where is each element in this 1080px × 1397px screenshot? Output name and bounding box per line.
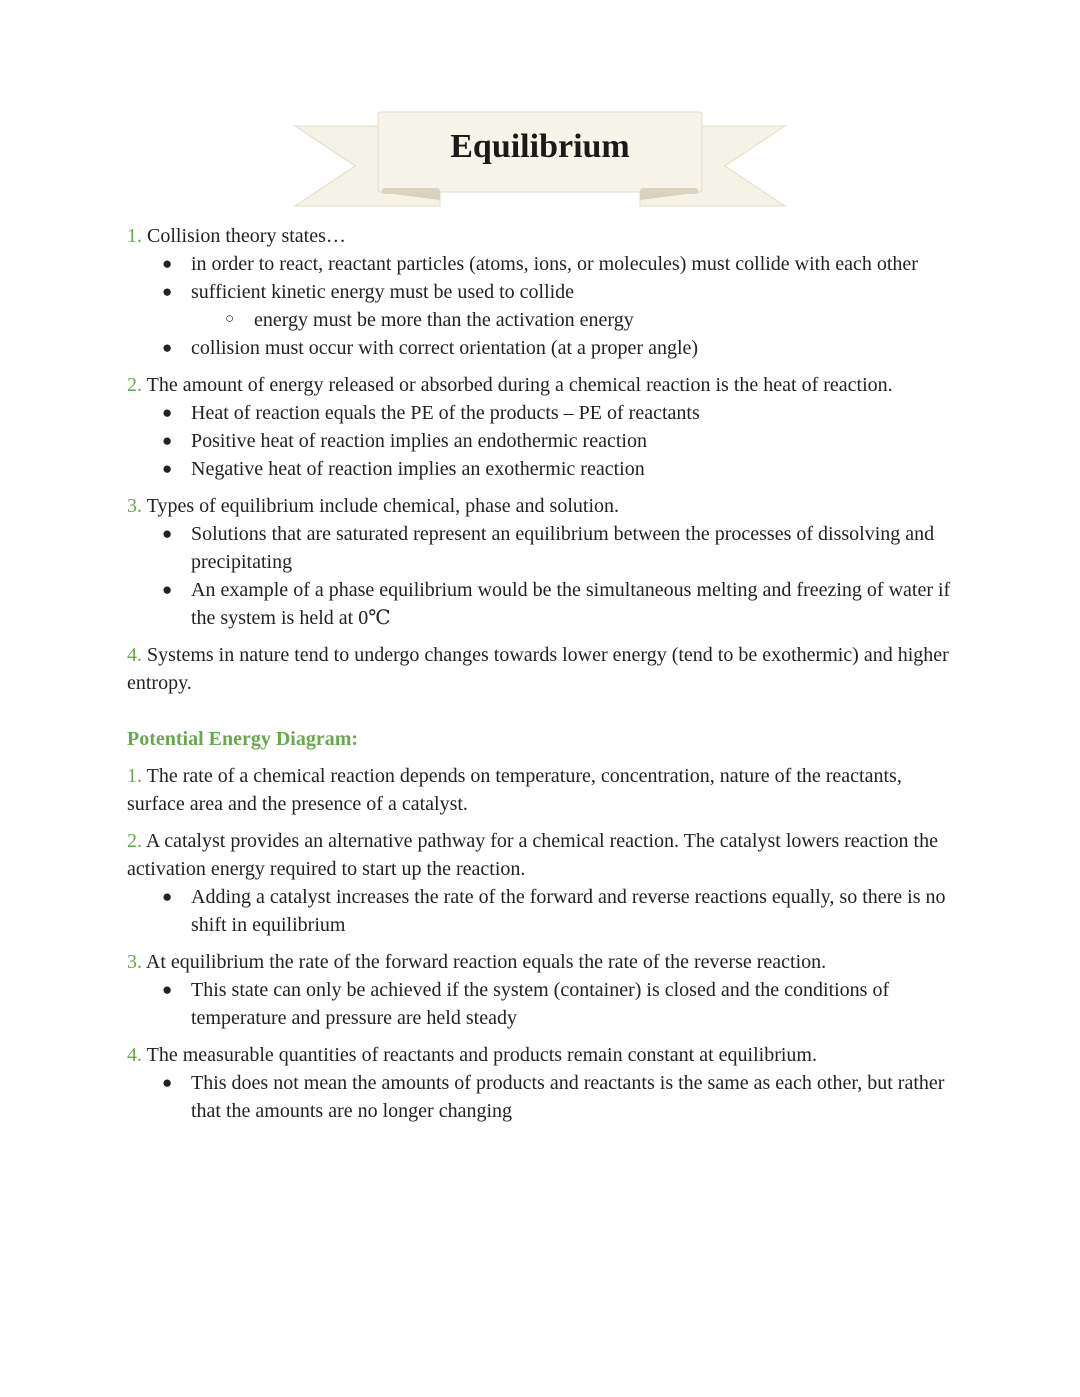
bullet-item xyxy=(127,427,957,455)
bullet-icon: ● xyxy=(162,1073,173,1092)
item-text: The amount of energy released or absorbed during a chemical reaction is the heat of reaction. xyxy=(146,374,893,396)
section-measurable-quantities xyxy=(127,1041,957,1125)
sub-bullet-item xyxy=(127,306,957,334)
item-number: 1. xyxy=(127,765,142,787)
bullet-text: Positive heat of reaction implies an endothermic reaction xyxy=(191,430,647,452)
bullet-text: Adding a catalyst increases the rate of the forward and reverse reactions equally, so there is no shift in equilibrium xyxy=(191,886,946,936)
bullet-item xyxy=(127,883,957,939)
item-number: 4. xyxy=(127,644,142,666)
bullet-text: An example of a phase equilibrium would be the simultaneous melting and freezing of water if the system is held at 0℃ xyxy=(191,579,951,629)
bullet-item xyxy=(127,455,957,483)
bullet-text: in order to react, reactant particles (atoms, ions, or molecules) must collide with each other xyxy=(191,253,918,275)
bullet-icon: ● xyxy=(162,254,173,273)
bullet-icon: ● xyxy=(162,980,173,999)
section-catalyst xyxy=(127,827,957,939)
bullet-text: Negative heat of reaction implies an exothermic reaction xyxy=(191,458,645,480)
bullet-icon: ● xyxy=(162,338,173,357)
bullet-icon: ● xyxy=(162,524,173,543)
section-collision-theory xyxy=(127,222,957,362)
bullet-item xyxy=(127,976,957,1032)
item-number: 2. xyxy=(127,830,142,852)
item-number: 3. xyxy=(127,495,142,517)
bullet-icon: ● xyxy=(162,403,173,422)
item-number: 1. xyxy=(127,225,142,247)
bullet-text: collision must occur with correct orientation (at a proper angle) xyxy=(191,337,699,359)
bullet-text: This state can only be achieved if the system (container) is closed and the conditions of temperature and pressure are held steady xyxy=(191,979,890,1029)
item-text: Systems in nature tend to undergo changes towards lower energy (tend to be exothermic) and higher entropy. xyxy=(127,644,949,694)
bullet-text: Solutions that are saturated represent an equilibrium between the processes of dissolving and precipitating xyxy=(191,523,935,573)
section-types-of-equilibrium xyxy=(127,492,957,632)
page-title: Equilibrium xyxy=(450,128,630,165)
item-text: The rate of a chemical reaction depends on temperature, concentration, nature of the reactants, surface area and the presence of a catalyst. xyxy=(127,765,902,815)
bullet-item xyxy=(127,1069,957,1125)
bullet-icon: ● xyxy=(162,431,173,450)
item-text: A catalyst provides an alternative pathway for a chemical reaction. The catalyst lowers reaction the activation energy required to start up the reaction. xyxy=(127,830,938,880)
bullet-item xyxy=(127,278,957,306)
section-equilibrium-rate xyxy=(127,948,957,1032)
circle-bullet-icon: ○ xyxy=(225,311,235,327)
sub-bullet-text: energy must be more than the activation energy xyxy=(254,309,634,331)
item-text: Types of equilibrium include chemical, phase and solution. xyxy=(146,495,620,517)
bullet-icon: ● xyxy=(162,282,173,301)
bullet-icon: ● xyxy=(162,459,173,478)
bullet-item xyxy=(127,250,957,278)
item-number: 2. xyxy=(127,374,142,396)
document-body xyxy=(127,222,957,1134)
item-number: 3. xyxy=(127,951,142,973)
bullet-item xyxy=(127,576,957,632)
section-reaction-rate xyxy=(127,762,957,818)
section-heat-of-reaction xyxy=(127,371,957,483)
section-heading-potential-energy: Potential Energy Diagram: xyxy=(127,728,359,750)
bullet-text: Heat of reaction equals the PE of the products – PE of reactants xyxy=(191,402,700,424)
bullet-icon: ● xyxy=(162,887,173,906)
item-number: 4. xyxy=(127,1044,142,1066)
bullet-text: This does not mean the amounts of products and reactants is the same as each other, but rather that the amounts are no longer changing xyxy=(191,1072,945,1122)
bullet-item xyxy=(127,334,957,362)
bullet-item xyxy=(127,520,957,576)
item-text: Collision theory states… xyxy=(147,225,346,247)
item-text: At equilibrium the rate of the forward reaction equals the rate of the reverse reaction. xyxy=(145,951,827,973)
bullet-icon: ● xyxy=(162,580,173,599)
bullet-text: sufficient kinetic energy must be used to collide xyxy=(191,281,575,303)
item-text: The measurable quantities of reactants and products remain constant at equilibrium. xyxy=(146,1044,817,1066)
section-systems-in-nature xyxy=(127,641,957,697)
bullet-item xyxy=(127,399,957,427)
